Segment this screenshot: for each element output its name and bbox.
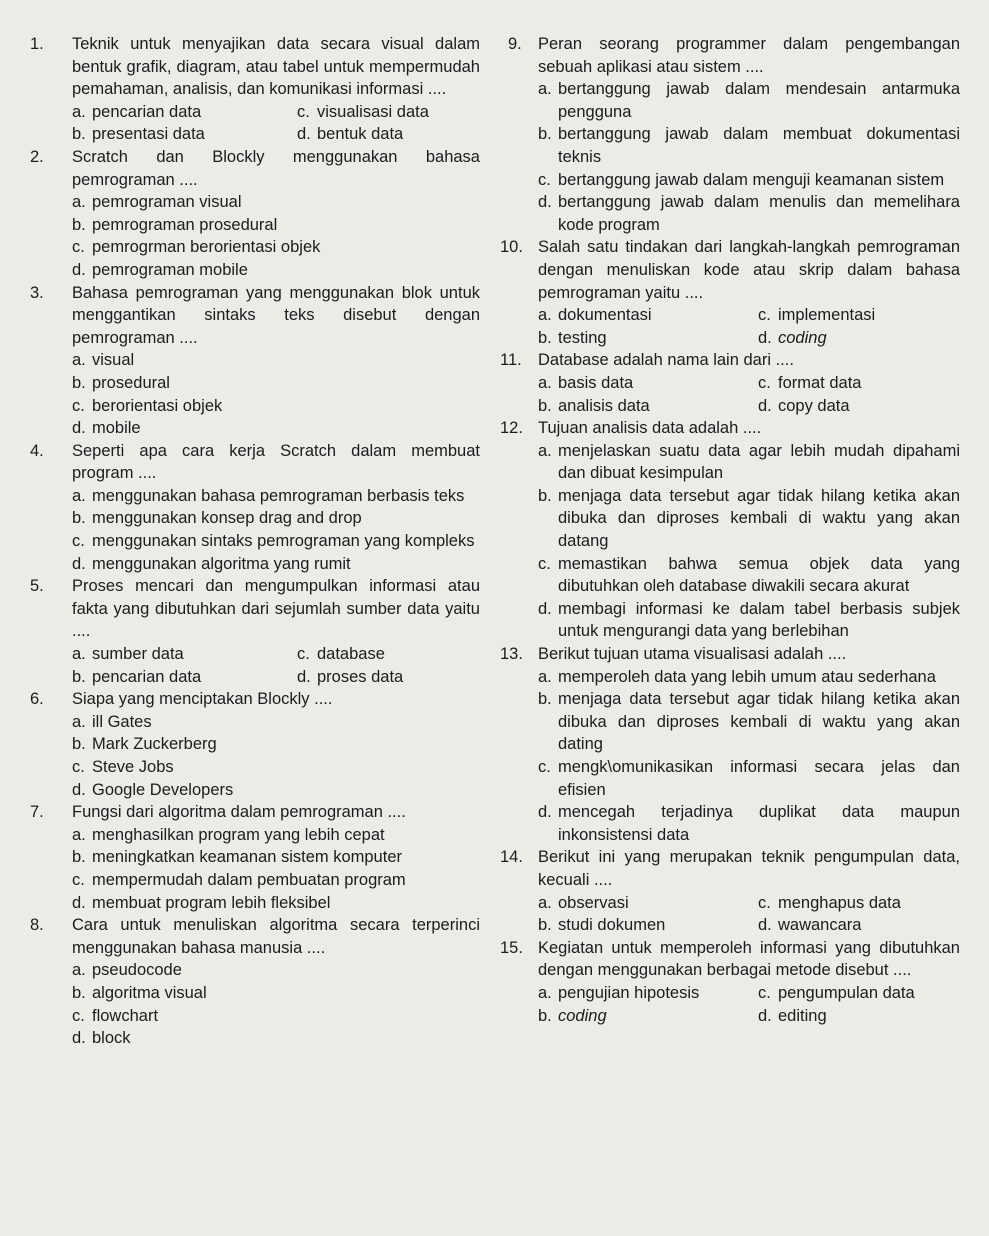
option-b[interactable] bbox=[538, 1005, 758, 1028]
options bbox=[72, 643, 488, 688]
option-text: flowchart bbox=[92, 1006, 159, 1025]
option-letter: d. bbox=[72, 1029, 86, 1048]
option-letter: c. bbox=[297, 102, 310, 121]
option-text: memastikan bahwa semua objek data yang dibutuhkan oleh database diwakili secara akurat bbox=[558, 554, 960, 596]
option-a[interactable] bbox=[72, 959, 480, 982]
option-letter: a. bbox=[538, 306, 552, 325]
question-number: 6. bbox=[30, 690, 44, 709]
question-text: Berikut ini yang merupakan teknik pengumpulan data, kecuali .... bbox=[538, 848, 960, 889]
option-b[interactable] bbox=[538, 123, 960, 168]
option-text: bertanggung jawab dalam membuat dokumentasi teknis bbox=[558, 125, 960, 166]
option-text: meningkatkan keamanan sistem komputer bbox=[92, 848, 402, 867]
option-text: memperoleh data yang lebih umum atau sederhana bbox=[558, 667, 936, 686]
option-text: menggunakan algoritma yang rumit bbox=[92, 554, 351, 573]
options bbox=[72, 711, 480, 801]
question-7 bbox=[0, 801, 488, 914]
option-text: pemrograman visual bbox=[92, 193, 242, 212]
option-text: analisis data bbox=[558, 396, 650, 415]
option-d[interactable] bbox=[758, 1005, 827, 1028]
option-letter: c. bbox=[72, 758, 85, 776]
option-letter: b. bbox=[72, 125, 86, 144]
question-text: Bahasa pemrograman yang menggunakan blok untuk menggantikan sintaks teks disebut dengan pemrograman .... bbox=[72, 283, 480, 347]
option-letter: d. bbox=[72, 260, 86, 279]
option-text: mencegah terjadinya duplikat data maupun inkonsistensi data bbox=[558, 803, 960, 844]
option-a[interactable] bbox=[538, 372, 758, 395]
option-letter: c. bbox=[72, 532, 85, 551]
option-a[interactable] bbox=[538, 440, 960, 485]
option-b[interactable] bbox=[72, 507, 480, 530]
option-text: editing bbox=[778, 1006, 827, 1025]
option-letter: a. bbox=[538, 983, 552, 1002]
option-a[interactable] bbox=[72, 643, 297, 666]
question-9 bbox=[500, 33, 960, 236]
options bbox=[72, 485, 480, 575]
option-c[interactable] bbox=[538, 169, 960, 192]
option-letter: a. bbox=[72, 961, 86, 980]
option-text: dokumentasi bbox=[558, 306, 652, 325]
question-number: 3. bbox=[30, 283, 44, 302]
option-letter: b. bbox=[72, 215, 86, 234]
question-4 bbox=[0, 440, 488, 576]
option-text: presentasi data bbox=[92, 125, 205, 144]
option-d[interactable] bbox=[758, 327, 827, 350]
option-c[interactable] bbox=[72, 530, 480, 553]
option-a[interactable] bbox=[72, 824, 480, 847]
question-text: Proses mencari dan mengumpulkan informasi atau fakta yang dibutuhkan dari sejumlah sumber data yaitu .... bbox=[72, 577, 480, 641]
option-letter: d. bbox=[297, 125, 311, 144]
option-c[interactable] bbox=[72, 395, 480, 418]
option-letter: a. bbox=[538, 441, 552, 460]
question-6 bbox=[0, 688, 488, 801]
option-letter: b. bbox=[538, 396, 552, 415]
option-text: Steve Jobs bbox=[92, 758, 174, 776]
options bbox=[72, 349, 480, 439]
option-c[interactable] bbox=[72, 869, 480, 892]
option-b[interactable] bbox=[538, 914, 758, 937]
option-letter: b. bbox=[538, 486, 552, 505]
question-number: 11. bbox=[500, 351, 522, 370]
option-d[interactable] bbox=[538, 801, 960, 846]
option-letter: c. bbox=[72, 396, 85, 415]
option-text: copy data bbox=[778, 396, 850, 415]
option-letter: a. bbox=[538, 80, 552, 99]
option-c[interactable] bbox=[758, 892, 901, 915]
option-d[interactable] bbox=[538, 598, 960, 643]
option-c[interactable] bbox=[538, 756, 960, 801]
option-text: mobile bbox=[92, 419, 141, 438]
option-text: bertanggung jawab dalam mendesain antarmuka pengguna bbox=[558, 80, 960, 121]
question-number: 12. bbox=[500, 419, 523, 438]
question-text: Salah satu tindakan dari langkah-langkah pemrograman dengan menuliskan kode atau skrip dalam bahasa pemrograman yaitu .... bbox=[538, 238, 960, 302]
option-b[interactable] bbox=[72, 123, 297, 146]
option-letter: c. bbox=[72, 238, 85, 257]
question-text: Siapa yang menciptakan Blockly .... bbox=[72, 690, 333, 709]
option-a[interactable] bbox=[538, 304, 758, 327]
option-text: bertanggung jawab dalam menguji keamanan sistem bbox=[558, 170, 945, 189]
option-c[interactable] bbox=[758, 304, 875, 327]
question-text: Tujuan analisis data adalah .... bbox=[538, 419, 762, 438]
option-text: pencarian data bbox=[92, 102, 202, 121]
option-text: coding bbox=[778, 328, 827, 347]
option-d[interactable] bbox=[72, 1027, 480, 1050]
option-letter: b. bbox=[538, 328, 552, 347]
option-a[interactable] bbox=[72, 349, 480, 372]
option-text: pengumpulan data bbox=[778, 983, 915, 1002]
option-d[interactable] bbox=[758, 914, 861, 937]
question-14 bbox=[500, 846, 960, 936]
option-b[interactable] bbox=[72, 982, 480, 1005]
option-letter: b. bbox=[72, 983, 86, 1002]
option-b[interactable] bbox=[538, 485, 960, 553]
option-letter: b. bbox=[538, 125, 552, 144]
option-letter: b. bbox=[72, 735, 86, 754]
option-a[interactable] bbox=[538, 78, 960, 123]
option-letter: d. bbox=[72, 893, 86, 912]
option-letter: c. bbox=[758, 983, 771, 1002]
question-number: 9. bbox=[508, 35, 522, 53]
option-letter: a. bbox=[538, 893, 552, 912]
option-a[interactable] bbox=[72, 485, 480, 508]
option-d[interactable] bbox=[758, 395, 850, 418]
option-b[interactable] bbox=[72, 733, 480, 756]
option-c[interactable] bbox=[297, 643, 385, 666]
option-text: menjelaskan suatu data agar lebih mudah dipahami dan dibuat kesimpulan bbox=[558, 441, 960, 483]
right-column bbox=[500, 33, 960, 1027]
option-text: pencarian data bbox=[92, 667, 202, 686]
options bbox=[72, 191, 480, 281]
option-letter: a. bbox=[72, 102, 86, 121]
question-number: 5. bbox=[30, 577, 44, 596]
question-number: 2. bbox=[30, 147, 44, 166]
option-letter: d. bbox=[758, 916, 772, 935]
option-letter: d. bbox=[758, 328, 772, 347]
option-a[interactable] bbox=[72, 191, 480, 214]
option-b[interactable] bbox=[72, 372, 480, 395]
option-letter: d. bbox=[538, 599, 552, 618]
options bbox=[72, 824, 480, 914]
question-text: Scratch dan Blockly menggunakan bahasa pemrograman .... bbox=[72, 147, 480, 189]
option-letter: c. bbox=[538, 554, 551, 573]
option-letter: a. bbox=[72, 712, 86, 731]
option-text: mempermudah dalam pembuatan program bbox=[92, 870, 406, 889]
option-c[interactable] bbox=[72, 1005, 480, 1028]
question-12 bbox=[500, 417, 960, 643]
options bbox=[538, 440, 960, 643]
option-text: pemrograman prosedural bbox=[92, 215, 278, 234]
option-text: block bbox=[92, 1029, 131, 1048]
question-number: 10. bbox=[500, 238, 523, 257]
options bbox=[538, 892, 960, 937]
question-text: Kegiatan untuk memperoleh informasi yang dibutuhkan dengan menggunakan berbagai metode disebut .... bbox=[538, 938, 960, 980]
option-text: Google Developers bbox=[92, 780, 234, 799]
option-letter: a. bbox=[72, 645, 86, 664]
option-letter: d. bbox=[538, 193, 552, 212]
question-text: Cara untuk menuliskan algoritma secara terperinci menggunakan bahasa manusia .... bbox=[72, 916, 480, 957]
option-b[interactable] bbox=[538, 327, 758, 350]
options bbox=[538, 982, 960, 1027]
option-d[interactable] bbox=[72, 779, 480, 802]
option-c[interactable] bbox=[72, 756, 480, 779]
option-letter: a. bbox=[538, 667, 552, 686]
option-b[interactable] bbox=[538, 395, 758, 418]
option-a[interactable] bbox=[538, 666, 960, 689]
option-text: bertanggung jawab dalam menulis dan memelihara kode program bbox=[558, 193, 960, 234]
option-text: format data bbox=[778, 373, 862, 392]
option-text: observasi bbox=[558, 893, 629, 912]
question-text: Fungsi dari algoritma dalam pemrograman .... bbox=[72, 803, 406, 822]
question-number: 8. bbox=[30, 916, 44, 935]
option-letter: c. bbox=[758, 306, 771, 325]
option-letter: c. bbox=[297, 645, 310, 664]
option-d[interactable] bbox=[72, 259, 480, 282]
option-d[interactable] bbox=[297, 666, 403, 689]
question-text: Seperti apa cara kerja Scratch dalam membuat program .... bbox=[72, 441, 480, 483]
question-10 bbox=[500, 236, 960, 349]
question-1 bbox=[0, 33, 488, 146]
options bbox=[72, 101, 488, 146]
option-text: menghapus data bbox=[778, 893, 901, 912]
question-number: 14. bbox=[500, 848, 523, 867]
option-letter: d. bbox=[758, 396, 772, 415]
option-text: sumber data bbox=[92, 645, 184, 664]
option-text: testing bbox=[558, 328, 607, 347]
option-text: pengujian hipotesis bbox=[558, 983, 700, 1002]
option-letter: c. bbox=[538, 758, 551, 776]
question-number: 7. bbox=[30, 803, 44, 822]
question-number: 4. bbox=[30, 441, 44, 460]
option-letter: b. bbox=[538, 690, 552, 709]
question-13 bbox=[500, 643, 960, 846]
question-text: Teknik untuk menyajikan data secara visual dalam bentuk grafik, diagram, atau tabel untuk mempermudah pemahaman, analisis, dan komunikasi informasi .... bbox=[72, 35, 480, 99]
question-11 bbox=[500, 349, 960, 417]
option-letter: a. bbox=[72, 486, 86, 505]
option-d[interactable] bbox=[297, 123, 403, 146]
option-letter: a. bbox=[72, 351, 86, 370]
question-number: 13. bbox=[500, 645, 523, 664]
question-2 bbox=[0, 146, 488, 282]
option-d[interactable] bbox=[72, 553, 480, 576]
option-b[interactable] bbox=[72, 214, 480, 237]
option-letter: d. bbox=[72, 419, 86, 438]
option-d[interactable] bbox=[538, 191, 960, 236]
option-text: membuat program lebih fleksibel bbox=[92, 893, 331, 912]
option-text: menjaga data tersebut agar tidak hilang ketika akan dibuka dan diproses kembali di waktu yang akan dating bbox=[558, 690, 960, 754]
option-c[interactable] bbox=[538, 553, 960, 598]
option-text: berorientasi objek bbox=[92, 396, 223, 415]
options bbox=[538, 372, 960, 417]
option-letter: d. bbox=[72, 554, 86, 573]
option-letter: d. bbox=[758, 1006, 772, 1025]
question-15 bbox=[500, 937, 960, 1027]
option-a[interactable] bbox=[72, 101, 297, 124]
option-letter: b. bbox=[72, 373, 86, 392]
option-letter: c. bbox=[758, 373, 771, 392]
option-c[interactable] bbox=[758, 372, 861, 395]
option-text: menjaga data tersebut agar tidak hilang ketika akan dibuka dan diproses kembali di waktu yang akan datang bbox=[558, 486, 960, 551]
question-5 bbox=[0, 575, 488, 688]
option-letter: b. bbox=[538, 1006, 552, 1025]
option-letter: d. bbox=[72, 780, 86, 799]
option-letter: c. bbox=[72, 870, 85, 889]
option-a[interactable] bbox=[538, 982, 758, 1005]
option-letter: b. bbox=[72, 667, 86, 686]
question-number: 15. bbox=[500, 938, 523, 957]
option-letter: a. bbox=[72, 193, 86, 212]
option-text: prosedural bbox=[92, 373, 170, 392]
option-text: pseudocode bbox=[92, 961, 182, 980]
option-text: menggunakan sintaks pemrograman yang kompleks bbox=[92, 532, 475, 551]
options bbox=[72, 959, 480, 1049]
option-text: membagi informasi ke dalam tabel berbasis subjek untuk mengurangi data yang berlebihan bbox=[558, 599, 960, 641]
option-text: menggunakan bahasa pemrograman berbasis teks bbox=[92, 486, 465, 505]
option-a[interactable] bbox=[538, 892, 758, 915]
option-b[interactable] bbox=[72, 666, 297, 689]
option-letter: d. bbox=[297, 667, 311, 686]
option-letter: b. bbox=[72, 509, 86, 528]
options bbox=[538, 666, 960, 847]
option-text: pemrograman mobile bbox=[92, 260, 248, 279]
options bbox=[538, 304, 960, 349]
option-text: menghasilkan program yang lebih cepat bbox=[92, 825, 385, 844]
option-c[interactable] bbox=[297, 101, 429, 124]
option-letter: d. bbox=[538, 803, 552, 822]
option-b[interactable] bbox=[538, 688, 960, 756]
question-number: 1. bbox=[30, 35, 44, 53]
option-text: bentuk data bbox=[317, 125, 404, 144]
option-d[interactable] bbox=[72, 892, 480, 915]
option-text: algoritma visual bbox=[92, 983, 207, 1002]
option-text: menggunakan konsep drag and drop bbox=[92, 509, 362, 528]
option-letter: b. bbox=[72, 848, 86, 867]
option-text: visualisasi data bbox=[317, 102, 429, 121]
option-letter: a. bbox=[538, 373, 552, 392]
option-text: proses data bbox=[317, 667, 404, 686]
option-text: mengk\omunikasikan informasi secara jelas dan efisien bbox=[558, 758, 960, 799]
option-text: visual bbox=[92, 351, 135, 370]
left-column bbox=[0, 33, 488, 1050]
option-text: wawancara bbox=[778, 916, 862, 935]
option-text: Mark Zuckerberg bbox=[92, 735, 217, 754]
option-text: ill Gates bbox=[92, 712, 152, 731]
option-letter: c. bbox=[538, 170, 551, 189]
question-text: Peran seorang programmer dalam pengembangan sebuah aplikasi atau sistem .... bbox=[538, 35, 960, 76]
option-c[interactable] bbox=[758, 982, 915, 1005]
option-letter: c. bbox=[758, 893, 771, 912]
question-3 bbox=[0, 282, 488, 440]
option-text: database bbox=[317, 645, 385, 664]
options bbox=[538, 78, 960, 236]
option-letter: c. bbox=[72, 1006, 85, 1025]
option-c[interactable] bbox=[72, 236, 480, 259]
question-text: Database adalah nama lain dari .... bbox=[538, 351, 794, 370]
option-b[interactable] bbox=[72, 846, 480, 869]
option-letter: a. bbox=[72, 825, 86, 844]
option-text: basis data bbox=[558, 373, 634, 392]
option-a[interactable] bbox=[72, 711, 480, 734]
option-text: implementasi bbox=[778, 306, 876, 325]
option-letter: b. bbox=[538, 916, 552, 935]
question-8 bbox=[0, 914, 488, 1050]
option-text: coding bbox=[558, 1006, 607, 1025]
question-text: Berikut tujuan utama visualisasi adalah .... bbox=[538, 645, 847, 664]
option-d[interactable] bbox=[72, 417, 480, 440]
option-text: pemrogrman berorientasi objek bbox=[92, 238, 321, 257]
option-text: studi dokumen bbox=[558, 916, 666, 935]
